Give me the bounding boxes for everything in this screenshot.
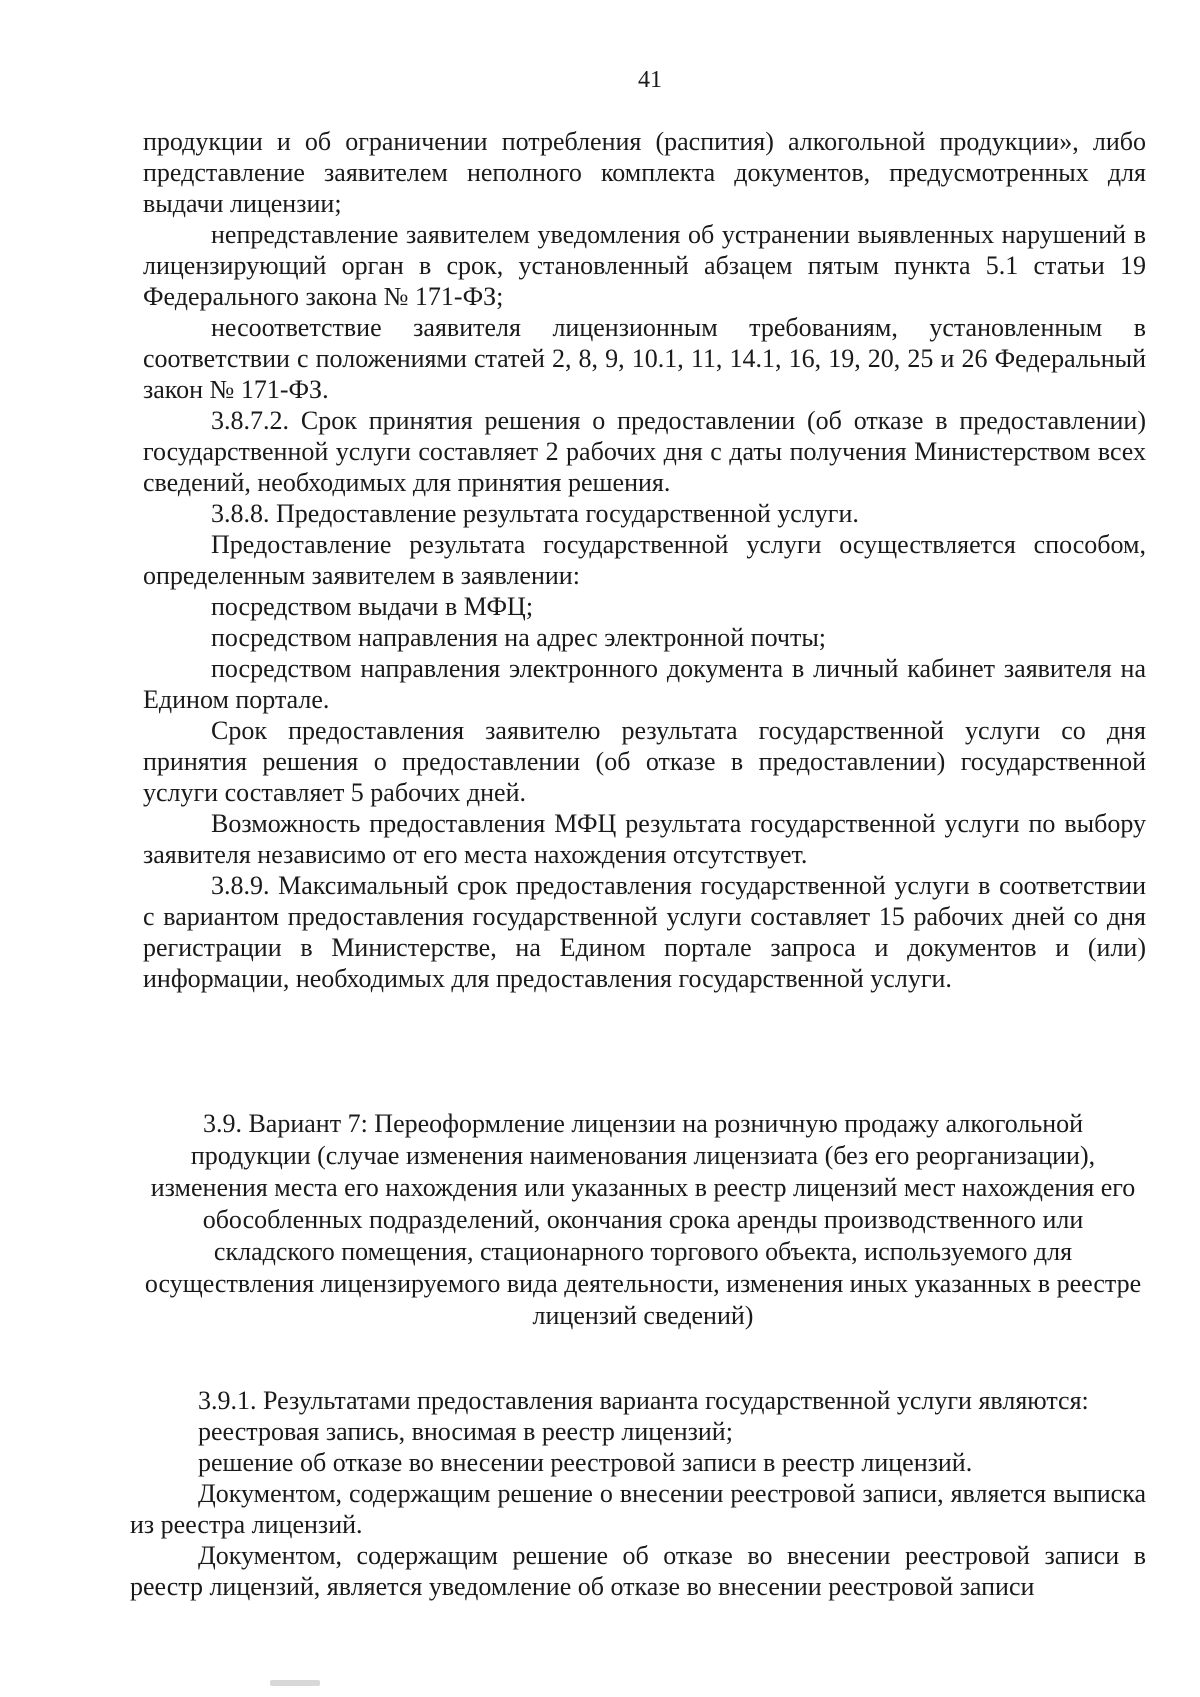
paragraph: Возможность предоставления МФЦ результата государственной услуги по выбору заявителя независимо от его места нахождения отсутствует. <box>143 809 1146 869</box>
paragraph: 3.9.1. Результатами предоставления варианта государственной услуги являются: <box>198 1386 1089 1415</box>
paragraph: 3.8.9. Максимальный срок предоставления государственной услуги в соответствии с вариантом предоставления государственной услуги составляет 15 рабочих дней со дня регистрации в Министерстве, на Едином портале запроса и документов и (или) информации, необходимых для предоставления государственной услуги. <box>143 871 1146 993</box>
scan-artifact <box>270 1680 320 1686</box>
paragraph: 3.8.8. Предоставление результата государственной услуги. <box>211 499 859 528</box>
paragraph: непредставление заявителем уведомления об устранении выявленных нарушений в лицензирующий орган в срок, установленный абзацем пятым пункта 5.1 статьи 19 Федерального закона № 171-ФЗ; <box>143 220 1146 311</box>
paragraph: реестровая запись, вносимая в реестр лицензий; <box>198 1417 733 1446</box>
paragraph: Предоставление результата государственной услуги осуществляется способом, определенным заявителем в заявлении: <box>143 530 1146 590</box>
paragraph: Документом, содержащим решение об отказе во внесении реестровой записи в реестр лицензий, является уведомление об отказе во внесении реестровой записи <box>130 1541 1146 1601</box>
paragraph: несоответствие заявителя лицензионным требованиям, установленным в соответствии с положениями статей 2, 8, 9, 10.1, 11, 14.1, 16, 19, 20, 25 и 26 Федеральный закон № 171-ФЗ. <box>143 313 1146 404</box>
paragraph: 3.8.7.2. Срок принятия решения о предоставлении (об отказе в предоставлении) государственной услуги составляет 2 рабочих дня с даты получения Министерством всех сведений, необходимых для принятия решения. <box>143 406 1146 497</box>
paragraph: Срок предоставления заявителю результата государственной услуги со дня принятия решения о предоставлении (об отказе в предоставлении) государственной услуги составляет 5 рабочих дней. <box>143 716 1146 807</box>
page-number: 41 <box>638 67 662 93</box>
paragraph: посредством выдачи в МФЦ; <box>211 592 534 621</box>
paragraph: продукции и об ограничении потребления (распития) алкогольной продукции», либо представление заявителем неполного комплекта документов, предусмотренных для выдачи лицензии; <box>143 127 1146 218</box>
paragraph: Документом, содержащим решение о внесении реестровой записи, является выписка из реестра лицензий. <box>130 1479 1146 1539</box>
paragraph: решение об отказе во внесении реестровой записи в реестр лицензий. <box>198 1448 973 1477</box>
body-text-top <box>143 126 1146 994</box>
section-heading: 3.9. Вариант 7: Переоформление лицензии на розничную продажу алкогольной продукции (случае изменения наименования лицензиата (без его реорганизации), изменения места его нахождения или указанных в реестр лицензий мест нахождения его обособленных подразделений, окончания срока аренды производственного или складского помещения, стационарного торгового объекта, используемого для осуществления лицензируемого вида деятельности, изменения иных указанных в реестре лицензий сведений) <box>144 1109 1142 1330</box>
paragraph: посредством направления на адрес электронной почты; <box>211 623 827 652</box>
paragraph: посредством направления электронного документа в личный кабинет заявителя на Едином портале. <box>143 654 1146 714</box>
body-text-bottom <box>130 1385 1146 1602</box>
